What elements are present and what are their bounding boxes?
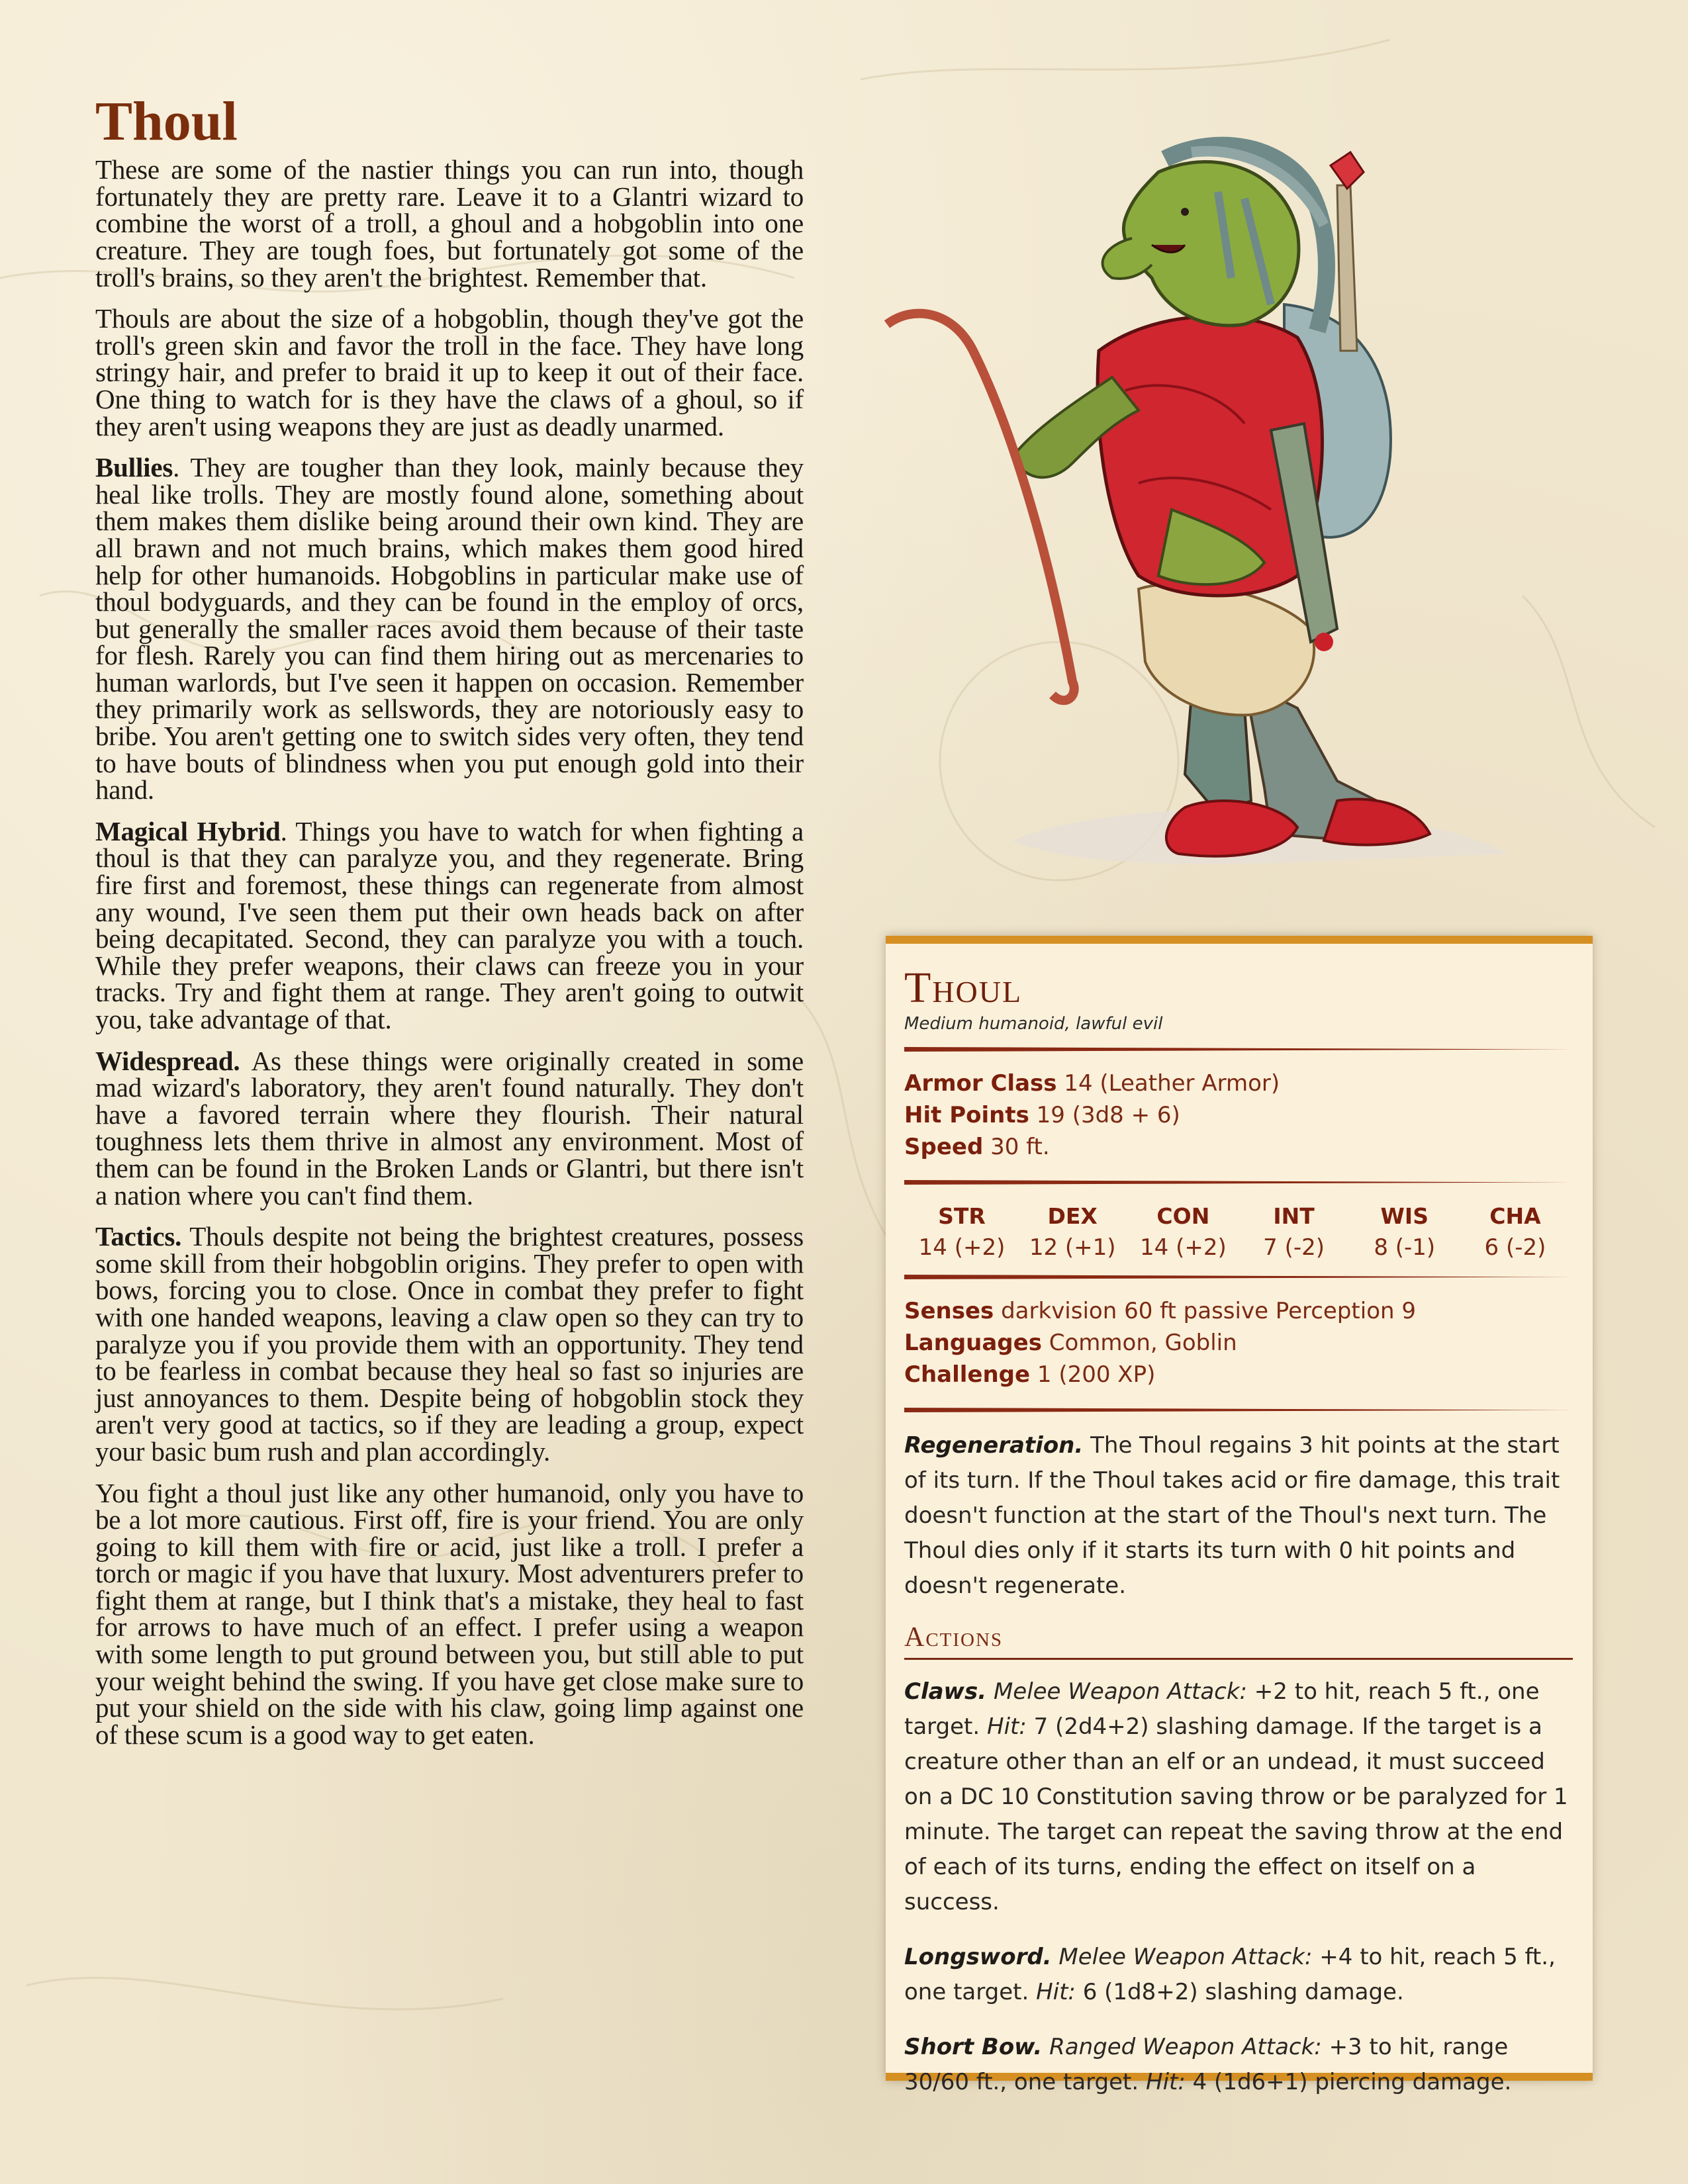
action-type: Melee Weapon Attack: bbox=[1058, 1944, 1313, 1970]
property-value: 14 (Leather Armor) bbox=[1056, 1070, 1280, 1097]
action-attack: +2 to hit, reach 5 ft., one target. bbox=[904, 1678, 1540, 1740]
hit-points bbox=[904, 1099, 1573, 1131]
action-name: Short Bow. bbox=[904, 2034, 1043, 2060]
ability-name: INT bbox=[1273, 1203, 1315, 1229]
paragraph-bullies bbox=[95, 454, 804, 803]
paragraph-text: As these things were originally created in some mad wizard's laboratory, they aren't found naturally. They don't have a favored terrain where they flourish. Their natural toughness lets them thrive in almost any environment. Most of them can be found in the Broken Lands or Glantri, but there isn't a nation where you can't find them. bbox=[95, 1045, 804, 1210]
paragraph-text: You fight a thoul just like any other humanoid, only you have to be a lot more cautious. First off, fire is your friend. You are only going to kill them with fire or acid, just like a troll. I prefer a torch or magic if you have that luxury. Most adventurers prefer to fight them at range, but I think that's a mistake, they heal to fast for arrows to have much of an effect. I prefer using a weapon with some length to put ground between you, but still able to put your weight behind the swing. If you have get close make sure to put your shield on the side with his claw, going limp against one of these scum is a good way to get eaten. bbox=[95, 1477, 804, 1750]
ability-name: DEX bbox=[1047, 1203, 1098, 1229]
action-hit: 6 (1d8+2) slashing damage. bbox=[1075, 1979, 1404, 2005]
action-hit: 7 (2d4+2) slashing damage. If the target is a creature other than an elf or an undead, it must succeed on a DC 10 Constitution saving throw or be paralyzed for 1 minute. The target can repeat the saving throw at the end of each of its turns, ending the effect on itself on a success. bbox=[904, 1713, 1568, 1915]
paragraph-widespread bbox=[95, 1045, 804, 1210]
action-type: Melee Weapon Attack: bbox=[993, 1678, 1247, 1705]
page-title: Thoul bbox=[95, 91, 238, 152]
ability-name: CON bbox=[1156, 1203, 1210, 1229]
property-label: Challenge bbox=[904, 1361, 1031, 1388]
property-value: 30 ft. bbox=[983, 1134, 1050, 1160]
ability-name: STR bbox=[938, 1203, 986, 1229]
divider bbox=[904, 1275, 1573, 1279]
ability-value: 14 (+2) bbox=[918, 1234, 1006, 1261]
speed bbox=[904, 1131, 1573, 1163]
statblock-type: Medium humanoid, lawful evil bbox=[904, 1014, 1163, 1034]
ability-value: 7 (-2) bbox=[1263, 1234, 1325, 1261]
ability-name: WIS bbox=[1380, 1203, 1429, 1229]
divider bbox=[904, 1180, 1573, 1185]
actions-divider bbox=[904, 1658, 1573, 1660]
action-hit-label: Hit: bbox=[987, 1713, 1027, 1740]
divider bbox=[904, 1408, 1573, 1412]
property-value: darkvision 60 ft passive Perception 9 bbox=[994, 1298, 1416, 1324]
ability-scores bbox=[904, 1201, 1573, 1263]
trait-text: The Thoul regains 3 hit points at the start of its turn. If the Thoul takes acid or fire damage, this trait doesn't function at the start of the Thoul's next turn. The Thoul dies only if it starts its turn with 0 hit points and doesn't regenerate. bbox=[904, 1432, 1560, 1599]
property-value: 19 (3d8 + 6) bbox=[1029, 1102, 1180, 1128]
challenge bbox=[904, 1359, 1573, 1390]
ability-cha bbox=[1466, 1201, 1565, 1263]
property-label: Senses bbox=[904, 1298, 994, 1324]
action-hit-label: Hit: bbox=[1036, 1979, 1076, 2005]
action-claws bbox=[904, 1674, 1573, 1920]
divider bbox=[904, 1047, 1573, 1052]
ability-str bbox=[912, 1201, 1011, 1263]
action-attack: +3 to hit, range 30/60 ft., one target. bbox=[904, 2034, 1509, 2095]
stat-block bbox=[886, 936, 1593, 2095]
paragraph-magical-hybrid bbox=[95, 815, 804, 1034]
paragraph-intro bbox=[95, 156, 804, 291]
ability-name: CHA bbox=[1489, 1203, 1541, 1229]
action-attack: +4 to hit, reach 5 ft., one target. bbox=[904, 1944, 1556, 2005]
senses bbox=[904, 1295, 1573, 1327]
action-name: Claws. bbox=[904, 1678, 987, 1705]
actions-heading: Actions bbox=[904, 1622, 1004, 1653]
ability-wis bbox=[1355, 1201, 1454, 1263]
trait-name: Regeneration. bbox=[904, 1432, 1084, 1459]
paragraph-lead: Bullies bbox=[95, 452, 173, 483]
action-short-bow bbox=[904, 2030, 1573, 2100]
trait-regeneration bbox=[904, 1428, 1573, 1604]
thoul-illustration bbox=[874, 113, 1635, 936]
main-column bbox=[95, 93, 804, 1762]
ability-con bbox=[1133, 1201, 1233, 1263]
paragraph-lead: Widespread. bbox=[95, 1045, 240, 1076]
ability-value: 14 (+2) bbox=[1140, 1234, 1227, 1261]
paragraph-text: These are some of the nastier things you can run into, though fortunately they are pretty rare. Leave it to a Glantri wizard to combine the worst of a troll, a ghoul and a hobgoblin into one creature. They are tough foes, but fortunately got some of the troll's brains, so they aren't the brightest. Remember that. bbox=[95, 154, 804, 293]
action-hit: 4 (1d6+1) piercing damage. bbox=[1185, 2069, 1512, 2095]
property-label: Speed bbox=[904, 1134, 984, 1160]
action-name: Longsword. bbox=[904, 1944, 1052, 1970]
paragraph-lead: Tactics. bbox=[95, 1221, 182, 1252]
ability-value: 12 (+1) bbox=[1029, 1234, 1116, 1261]
action-type: Ranged Weapon Attack: bbox=[1049, 2034, 1322, 2060]
statblock-name: Thoul bbox=[904, 964, 1023, 1012]
action-hit-label: Hit: bbox=[1146, 2069, 1186, 2095]
ability-dex bbox=[1023, 1201, 1122, 1263]
paragraph-tactics bbox=[95, 1223, 804, 1465]
property-label: Languages bbox=[904, 1330, 1042, 1356]
property-label: Hit Points bbox=[904, 1102, 1029, 1128]
ability-value: 8 (-1) bbox=[1374, 1234, 1436, 1261]
paragraph-text: . Things you have to watch for when fighting a thoul is that they can paralyze you, and they regenerate. Bring fire first and foremost, these things can regenerate from almost any wound, I've seen them put their own heads back on after being decapitated. Second, they can paralyze you with a touch. While they prefer weapons, their claws can freeze you in your tracks. Try and fight them at range. They aren't going to outwit you, take advantage of that. bbox=[95, 815, 804, 1034]
ability-int bbox=[1244, 1201, 1344, 1263]
paragraph-fighting bbox=[95, 1477, 804, 1750]
property-value: 1 (200 XP) bbox=[1030, 1361, 1156, 1388]
paragraph-text: . They are tougher than they look, mainly because they heal like trolls. They are mostly found alone, something about them makes them dislike being around their own kind. They are all brawn and not much brains, which makes them good hired help for other humanoids. Hobgoblins in particular make use of thoul bodyguards, and they can be found in the employ of orcs, but generally the smaller races avoid them because of their taste for flesh. Rarely you can find them hiring out as mercenaries to human warlords, but I've seen it happen on occasion. Remember they primarily work as sellswords, they are notoriously easy to bribe. You aren't getting one to switch sides very often, they tend to have bouts of blindness when you put enough gold into their hand. bbox=[95, 452, 804, 805]
languages bbox=[904, 1327, 1573, 1359]
property-value: Common, Goblin bbox=[1041, 1330, 1237, 1356]
paragraph-text: Thouls are about the size of a hobgoblin, though they've got the troll's green skin and favor the troll in the face. They have long stringy hair, and prefer to braid it up to keep it out of their face. One thing to watch for is they have the claws of a ghoul, so if they aren't using weapons they are just as deadly unarmed. bbox=[95, 303, 804, 441]
armor-class bbox=[904, 1068, 1573, 1099]
property-label: Armor Class bbox=[904, 1070, 1057, 1097]
action-longsword bbox=[904, 1940, 1573, 2010]
defense-properties bbox=[904, 1068, 1573, 1163]
paragraph-appearance bbox=[95, 305, 804, 439]
paragraph-lead: Magical Hybrid bbox=[95, 815, 281, 846]
misc-properties bbox=[904, 1295, 1573, 1390]
paragraph-text: Thouls despite not being the brightest creatures, possess some skill from their hobgoblin origins. They prefer to open with bows, forcing you to close. Once in combat they prefer to fight with one handed weapons, leaving a claw open so they can try to paralyze you if you provide them with an opportunity. They tend to be fearless in combat because they heal so fast so injuries are just annoyances to them. Despite being of hobgoblin stock they aren't very good at tactics, so if they are leading a group, expect your basic bum rush and plan accordingly. bbox=[95, 1221, 804, 1467]
ability-value: 6 (-2) bbox=[1484, 1234, 1546, 1261]
